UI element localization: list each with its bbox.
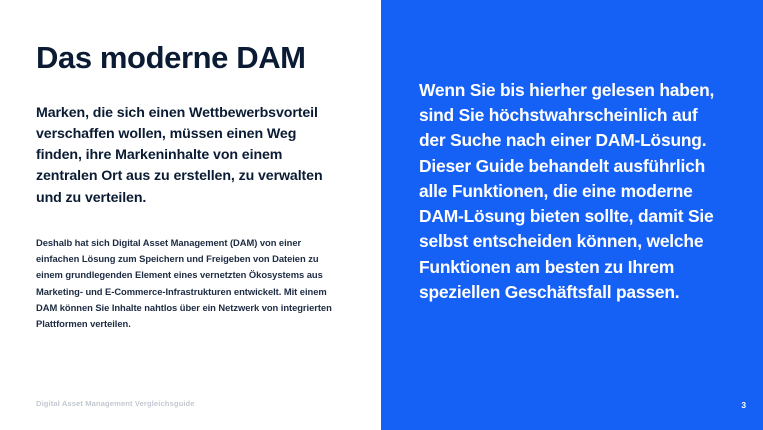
footer-label: Digital Asset Management Vergleichsguide bbox=[36, 399, 195, 408]
subheading-paragraph: Marken, die sich einen Wettbewerbsvorteil verschaffen wollen, müssen einen Weg finden, ihre Markeninhalte von einem zentralen Ort aus zu erstellen, zu verwalten und zu verteilen. bbox=[36, 104, 323, 206]
page-number: 3 bbox=[741, 400, 746, 410]
body-paragraph: Deshalb hat sich Digital Asset Management (DAM) von einer einfachen Lösung zum Speichern und Freigeben von Dateien zu einem grundlegenden Element eines vernetzten Ökosystems aus Marketing- und E-Commerce-Infrastrukturen entwickelt. Mit einem DAM können Sie Inhalte nahtlos über ein Netzwerk von integrierten Plattformen verteilen. bbox=[36, 237, 332, 329]
callout-paragraph: Wenn Sie bis hierher gelesen haben, sind Sie höchstwahrscheinlich auf der Suche nach einer DAM-Lösung. Dieser Guide behandelt ausführlich alle Funktionen, die eine moderne DAM-Lösung bieten sollte, damit Sie selbst entscheiden können, welche Funktionen am besten zu Ihrem speziellen Geschäftsfall passen. bbox=[419, 80, 715, 302]
left-content-panel bbox=[0, 0, 381, 430]
page-title: Das moderne DAM bbox=[36, 40, 306, 75]
right-callout-panel bbox=[381, 0, 763, 430]
